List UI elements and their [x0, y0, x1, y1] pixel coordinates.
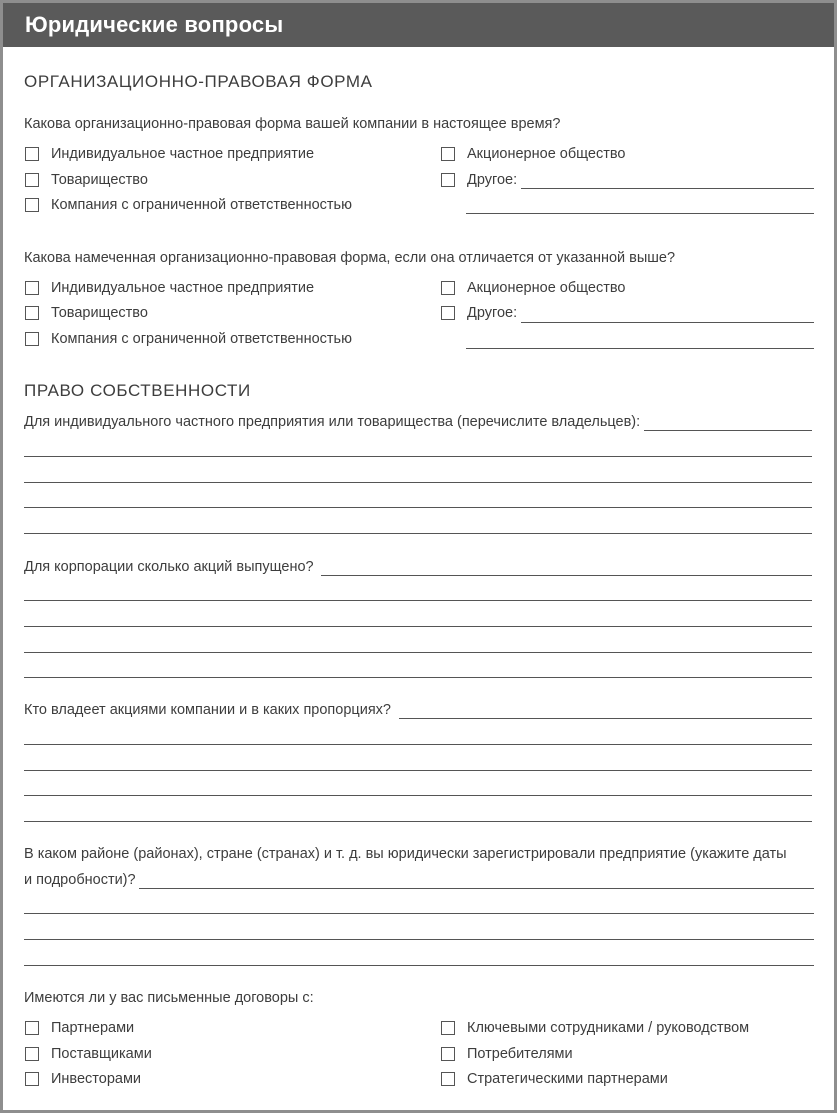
input-line-shares-4[interactable]	[24, 652, 812, 653]
checkbox-current-sole[interactable]	[25, 147, 39, 161]
input-line-registration[interactable]	[139, 888, 814, 889]
checkbox-intended-jsc[interactable]	[441, 281, 455, 295]
question-intended-form: Какова намеченная организационно-правовая форма, если она отличается от указанной выше?	[24, 250, 676, 266]
input-line-intended-other[interactable]	[521, 322, 814, 323]
question-contracts: Имеются ли у вас письменные договоры с:	[24, 990, 314, 1006]
section-title-ownership: ПРАВО СОБСТВЕННОСТИ	[24, 381, 251, 400]
label-intended-sole: Индивидуальное частное предприятие	[51, 280, 315, 296]
input-line-registration-2[interactable]	[24, 913, 814, 914]
question-registration-cont: и подробности)?	[24, 872, 136, 888]
input-line-registration-4[interactable]	[24, 965, 814, 966]
label-intended-jsc: Акционерное общество	[467, 280, 626, 296]
input-line-shareholders-2[interactable]	[24, 744, 812, 745]
input-line-shares[interactable]	[321, 575, 812, 576]
input-line-owners-5[interactable]	[24, 533, 812, 534]
header-bar	[3, 3, 834, 47]
label-suppliers: Поставщиками	[51, 1046, 152, 1062]
checkbox-consumers[interactable]	[441, 1047, 455, 1061]
question-shareholders: Кто владеет акциями компании и в каких пропорциях?	[24, 702, 391, 718]
label-strategic-partners: Стратегическими партнерами	[467, 1071, 668, 1087]
label-key-staff: Ключевыми сотрудниками / руководством	[467, 1020, 750, 1036]
question-owners: Для индивидуального частного предприятия или товарищества (перечислите владельцев):	[24, 414, 641, 430]
input-line-owners[interactable]	[644, 430, 812, 431]
label-current-sole: Индивидуальное частное предприятие	[51, 146, 315, 162]
checkbox-intended-partnership[interactable]	[25, 306, 39, 320]
input-line-current-other-2[interactable]	[466, 213, 814, 214]
input-line-shares-3[interactable]	[24, 626, 812, 627]
label-current-jsc: Акционерное общество	[467, 146, 626, 162]
page-title: Юридические вопросы	[25, 12, 284, 37]
input-line-owners-4[interactable]	[24, 507, 812, 508]
label-current-partnership: Товарищество	[51, 172, 148, 188]
checkbox-intended-other[interactable]	[441, 306, 455, 320]
checkbox-intended-sole[interactable]	[25, 281, 39, 295]
label-current-other: Другое:	[467, 172, 518, 188]
checkbox-suppliers[interactable]	[25, 1047, 39, 1061]
label-consumers: Потребителями	[467, 1046, 573, 1062]
input-line-owners-2[interactable]	[24, 456, 812, 457]
input-line-current-other[interactable]	[521, 188, 814, 189]
input-line-shareholders[interactable]	[399, 718, 812, 719]
input-line-registration-3[interactable]	[24, 939, 814, 940]
checkbox-current-other[interactable]	[441, 173, 455, 187]
input-line-shareholders-5[interactable]	[24, 821, 812, 822]
checkbox-key-staff[interactable]	[441, 1021, 455, 1035]
label-partners: Партнерами	[51, 1020, 135, 1036]
checkbox-investors[interactable]	[25, 1072, 39, 1086]
question-registration: В каком районе (районах), стране (странах) и т. д. вы юридически зарегистрировали предприятие (укажите даты	[24, 846, 787, 862]
input-line-shareholders-4[interactable]	[24, 795, 812, 796]
input-line-shares-5[interactable]	[24, 677, 812, 678]
checkbox-current-llc[interactable]	[25, 198, 39, 212]
checkbox-strategic-partners[interactable]	[441, 1072, 455, 1086]
question-shares: Для корпорации сколько акций выпущено?	[24, 559, 314, 575]
label-intended-other: Другое:	[467, 305, 518, 321]
label-current-llc: Компания с ограниченной ответственностью	[51, 197, 352, 213]
checkbox-partners[interactable]	[25, 1021, 39, 1035]
label-intended-partnership: Товарищество	[51, 305, 148, 321]
label-intended-llc: Компания с ограниченной ответственностью	[51, 331, 352, 347]
input-line-shares-2[interactable]	[24, 600, 812, 601]
checkbox-current-partnership[interactable]	[25, 173, 39, 187]
label-investors: Инвесторами	[51, 1071, 142, 1087]
question-current-form: Какова организационно-правовая форма вашей компании в настоящее время?	[24, 116, 561, 132]
section-title-legal-form: ОРГАНИЗАЦИОННО-ПРАВОВАЯ ФОРМА	[24, 72, 373, 91]
input-line-shareholders-3[interactable]	[24, 770, 812, 771]
checkbox-current-jsc[interactable]	[441, 147, 455, 161]
input-line-intended-other-2[interactable]	[466, 348, 814, 349]
input-line-owners-3[interactable]	[24, 482, 812, 483]
checkbox-intended-llc[interactable]	[25, 332, 39, 346]
